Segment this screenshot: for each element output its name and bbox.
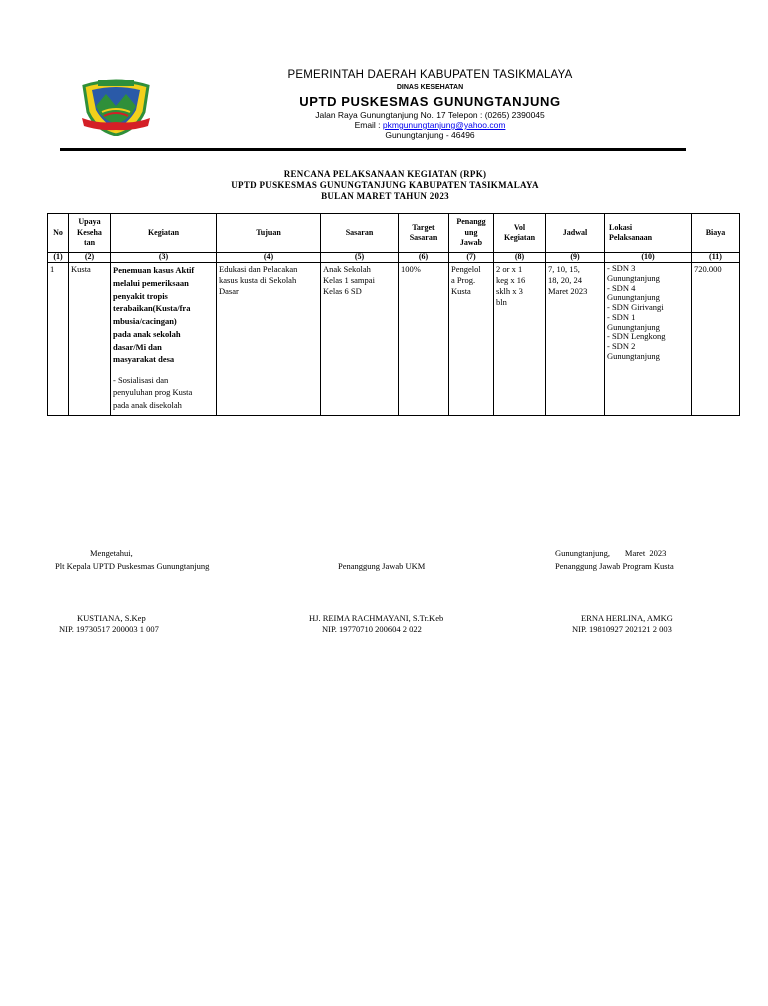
col-num-10: (10) — [605, 253, 692, 263]
cell-no: 1 — [48, 263, 69, 416]
cell-biaya: 720.000 — [692, 263, 740, 416]
email-link[interactable]: pkmgunungtanjung@yahoo.com — [382, 120, 506, 130]
header-jadwal: Jadwal — [546, 214, 605, 253]
cell-vol: 2 or x 1 keg x 16 sklh x 3 bln — [494, 263, 546, 416]
col-num-3: (3) — [111, 253, 217, 263]
header-penanggung-jawab: Penangg ung Jawab — [449, 214, 494, 253]
sign-left-title: Plt Kepala UPTD Puskesmas Gunungtanjung — [55, 561, 210, 571]
cell-lokasi: - SDN 3 Gunungtanjung - SDN 4 Gunungtanjung - SDN Girivangi - SDN 1 Gunungtanjung - SDN Lengkong - SDN 2 Gunungtanjung — [605, 263, 692, 416]
doc-title-3: BULAN MARET TAHUN 2023 — [321, 191, 449, 201]
email-label: Email : — [354, 120, 383, 130]
header-upaya: Upaya Keseha tan — [69, 214, 111, 253]
sign-right-name: ERNA HERLINA, AMKG — [581, 613, 673, 623]
col-num-6: (6) — [399, 253, 449, 263]
sign-right-title: Penanggung Jawab Program Kusta — [555, 561, 674, 571]
cell-target: 100% — [399, 263, 449, 416]
sign-middle-title: Penanggung Jawab UKM — [338, 561, 426, 571]
table-row — [48, 263, 740, 416]
letterhead-postal: Gunungtanjung - 46496 — [385, 130, 475, 140]
rpk-table — [47, 213, 740, 416]
header-biaya: Biaya — [692, 214, 740, 253]
letterhead-institution: UPTD PUSKESMAS GUNUNGTANJUNG — [299, 94, 561, 109]
header-lokasi: Lokasi Pelaksanaan — [605, 214, 692, 253]
cell-jadwal: 7, 10, 15, 18, 20, 24 Maret 2023 — [546, 263, 605, 416]
header-tujuan: Tujuan — [217, 214, 321, 253]
letterhead-email-line — [200, 120, 660, 130]
sign-right-nip: NIP. 19810927 202121 2 003 — [572, 624, 672, 634]
sign-right-date: Gunungtanjung, Maret 2023 — [555, 548, 667, 558]
sign-left-nip: NIP. 19730517 200003 1 007 — [59, 624, 159, 634]
col-num-4: (4) — [217, 253, 321, 263]
letterhead-department: DINAS KESEHATAN — [396, 84, 464, 91]
col-num-1: (1) — [48, 253, 69, 263]
letterhead-address: Jalan Raya Gunungtanjung No. 17 Telepon : (0265) 2390045 — [315, 110, 545, 120]
header-no: No — [48, 214, 69, 253]
header-target: Target Sasaran — [399, 214, 449, 253]
col-num-2: (2) — [69, 253, 111, 263]
sign-left-acknowledge: Mengetahui, — [90, 548, 133, 558]
letterhead-government: PEMERINTAH DAERAH KABUPATEN TASIKMALAYA — [287, 69, 573, 81]
cell-penanggung-jawab: Pengelol a Prog. Kusta — [449, 263, 494, 416]
column-number-row — [48, 253, 740, 263]
header-vol: Vol Kegiatan — [494, 214, 546, 253]
cell-kegiatan: Penemuan kasus Aktif melalui pemeriksaan penyakit tropis terabaikan(Kusta/fra mbusia/cacingan) pada anak sekolah dasar/Mi dan masyarakat desa - Sosialisasi dan penyuluhan prog Kusta pada anak disekolah — [111, 263, 217, 416]
header-divider — [60, 148, 686, 151]
cell-sasaran: Anak Sekolah Kelas 1 sampai Kelas 6 SD — [321, 263, 399, 416]
sign-middle-name: HJ. REIMA RACHMAYANI, S.Tr.Keb — [309, 613, 444, 623]
doc-title-1: RENCANA PELAKSANAAN KEGIATAN (RPK) — [283, 169, 487, 179]
cell-tujuan: Edukasi dan Pelacakan kasus kusta di Sekolah Dasar — [217, 263, 321, 416]
col-num-11: (11) — [692, 253, 740, 263]
regency-crest-icon — [78, 76, 154, 136]
header-kegiatan: Kegiatan — [111, 214, 217, 253]
sign-left-name: KUSTIANA, S.Kep — [77, 613, 146, 623]
col-num-9: (9) — [546, 253, 605, 263]
sign-middle-nip: NIP. 19770710 200604 2 022 — [322, 624, 422, 634]
table-header-row — [48, 214, 740, 253]
col-num-7: (7) — [449, 253, 494, 263]
col-num-5: (5) — [321, 253, 399, 263]
doc-title-2: UPTD PUSKESMAS GUNUNGTANJUNG KABUPATEN TASIKMALAYA — [231, 180, 539, 190]
cell-upaya: Kusta — [69, 263, 111, 416]
col-num-8: (8) — [494, 253, 546, 263]
header-sasaran: Sasaran — [321, 214, 399, 253]
